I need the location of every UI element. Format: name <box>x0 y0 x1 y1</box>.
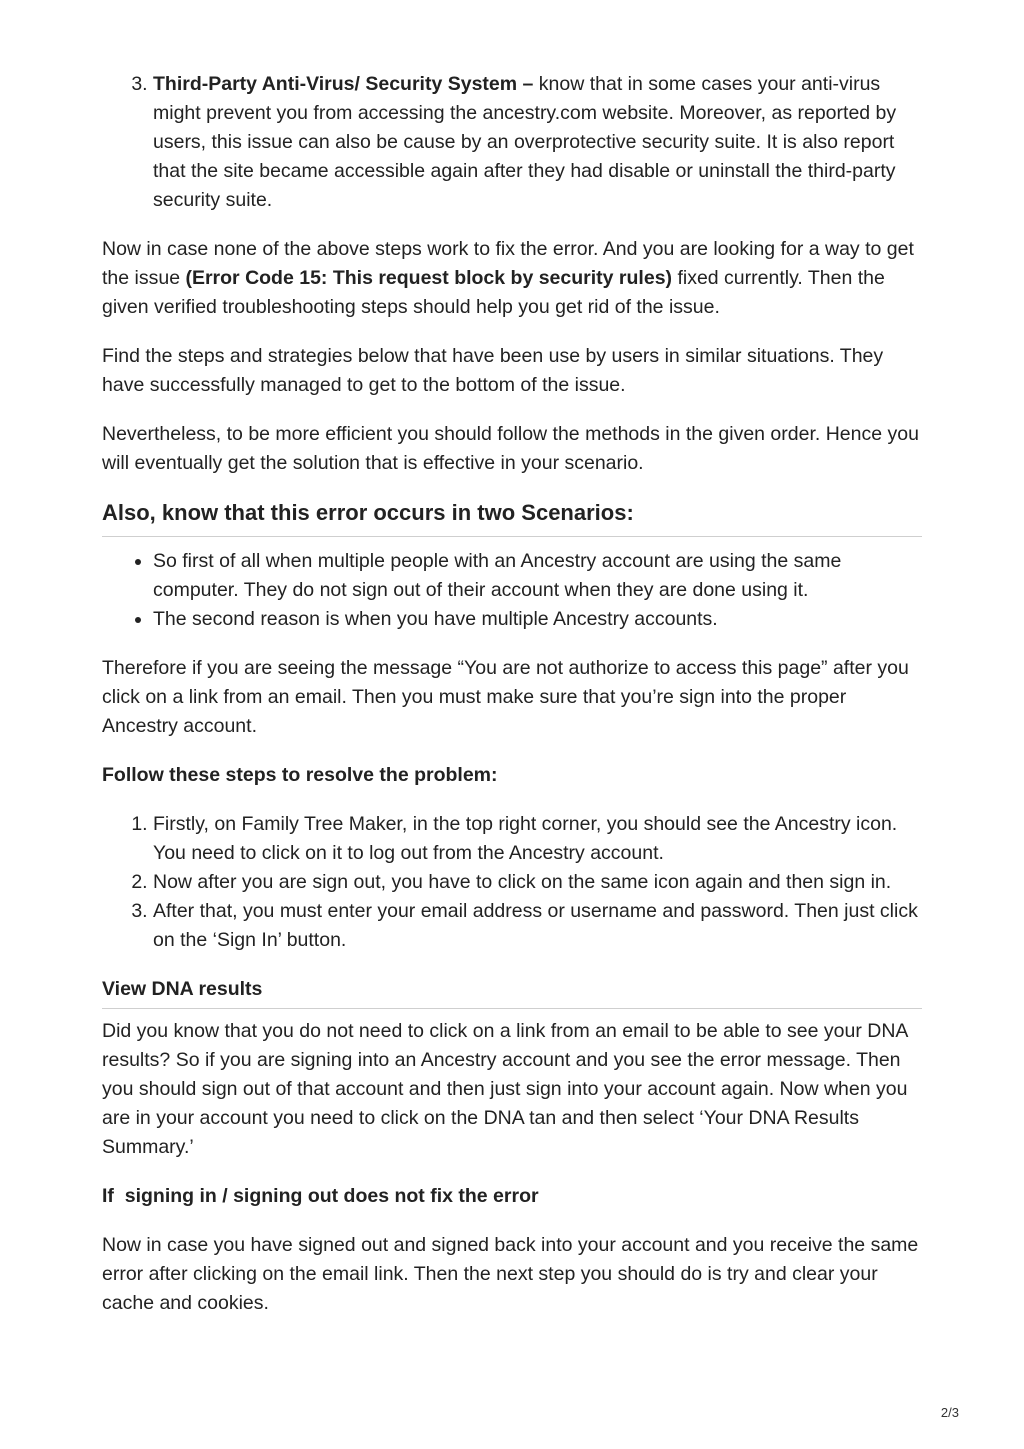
paragraph <box>102 235 922 322</box>
section-heading: Also, know that this error occurs in two Scenarios: <box>102 498 922 537</box>
list-item-bold: Third-Party Anti-Virus/ Security System – <box>153 73 534 95</box>
paragraph: Nevertheless, to be more efficient you should follow the methods in the given order. Hence you will eventually get the solution that is effective in your scenario. <box>102 423 919 474</box>
page-number: 2/3 <box>940 1405 959 1420</box>
paragraph: Now in case you have signed out and signed back into your account and you receive the same error after clicking on the email link. Then the next step you should do is try and clear your cache and cookies. <box>102 1234 919 1314</box>
subheading: If signing in / signing out does not fix the error <box>102 1185 539 1207</box>
list-item: 2. Now after you are sign out, you have to click on the same icon again and then sign in. <box>153 868 922 897</box>
list-item: • The second reason is when you have multiple Ancestry accounts. <box>153 605 922 634</box>
paragraph: Find the steps and strategies below that have been use by users in similar situations. They have successfully managed to get to the bottom of the issue. <box>102 345 884 396</box>
steps-list <box>102 810 922 955</box>
list-item <box>153 70 922 215</box>
list-item: 3. After that, you must enter your email address or username and password. Then just click on the ‘Sign In’ button. <box>153 897 922 955</box>
paragraph-text: fixed currently. Then the given verified troubleshooting steps should help you get rid of the issue. <box>102 267 885 318</box>
paragraph-text: Now in case none of the above steps work to fix the error. And you are looking for a way to get the issue <box>102 238 914 289</box>
subheading: View DNA results <box>102 975 922 1009</box>
causes-list <box>102 70 922 215</box>
scenarios-list <box>102 547 922 634</box>
list-item: • So first of all when multiple people with an Ancestry account are using the same computer. They do not sign out of their account when they are done using it. <box>153 547 922 605</box>
paragraph: Therefore if you are seeing the message “You are not authorize to access this page” after you click on a link from an email. Then you must make sure that you’re sign into the proper Ancestry account. <box>102 657 909 737</box>
list-item-text: know that in some cases your anti-virus might prevent you from accessing the ancestry.com website. Moreover, as reported by users, this issue can also be cause by an overprotective security suite. It is also report that the site became accessible again after they had disable or uninstall the third-party security suite. <box>153 73 897 211</box>
subheading: Follow these steps to resolve the problem: <box>102 764 498 786</box>
article-body <box>102 70 922 1338</box>
error-code-bold: (Error Code 15: This request block by security rules) <box>185 267 673 289</box>
list-item: 1. Firstly, on Family Tree Maker, in the top right corner, you should see the Ancestry icon. You need to click on it to log out from the Ancestry account. <box>153 810 922 868</box>
paragraph: Did you know that you do not need to click on a link from an email to be able to see your DNA results? So if you are signing into an Ancestry account and you see the error message. Then you should sign out of that account and then just sign into your account again. Now when you are in your account you need to click on the DNA tan and then select ‘Your DNA Results Summary.’ <box>102 1020 908 1158</box>
